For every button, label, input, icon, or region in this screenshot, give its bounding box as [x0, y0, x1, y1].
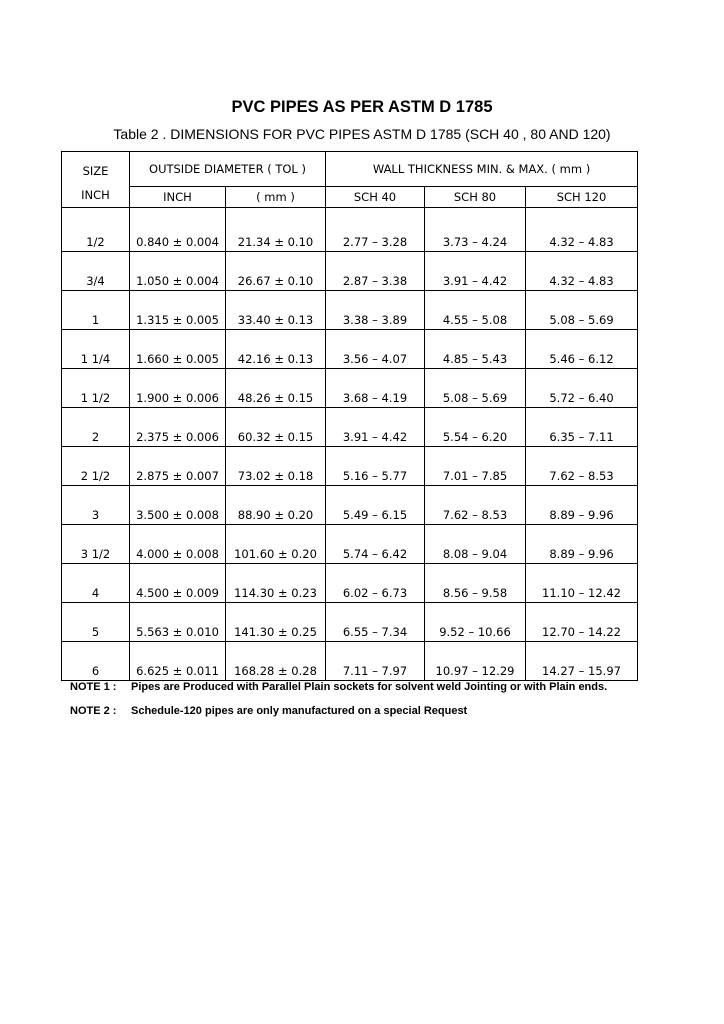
od-mm-cell: 88.90 ± 0.20 [226, 486, 326, 525]
sch120-cell: 7.62 – 8.53 [526, 447, 638, 486]
size-cell: 3 [62, 486, 130, 525]
od-inch-cell: 4.000 ± 0.008 [130, 525, 226, 564]
page-title: PVC PIPES AS PER ASTM D 1785 [231, 98, 493, 116]
sch40-cell: 5.16 – 5.77 [326, 447, 425, 486]
sch40-header: SCH 40 [326, 187, 425, 208]
pipe-dimensions-table [61, 151, 638, 681]
sch120-cell: 5.46 – 6.12 [526, 330, 638, 369]
table-row [62, 603, 638, 642]
sch40-cell: 3.38 – 3.89 [326, 291, 425, 330]
table-row [62, 525, 638, 564]
sch80-cell: 7.62 – 8.53 [425, 486, 526, 525]
od-mm-cell: 21.34 ± 0.10 [226, 208, 326, 252]
sch40-cell: 3.68 – 4.19 [326, 369, 425, 408]
header-row-top [62, 152, 638, 187]
notes-section [70, 680, 650, 728]
size-cell: 2 1/2 [62, 447, 130, 486]
sch120-cell: 4.32 – 4.83 [526, 208, 638, 252]
note-2-text: Schedule-120 pipes are only manufactured on a special Request [131, 705, 468, 717]
size-cell: 3/4 [62, 252, 130, 291]
table-row [62, 408, 638, 447]
table-row [62, 291, 638, 330]
note-1-label: NOTE 1 : [70, 681, 117, 693]
sch120-cell: 11.10 – 12.42 [526, 564, 638, 603]
od-mm-cell: 141.30 ± 0.25 [226, 603, 326, 642]
sch40-cell: 2.77 – 3.28 [326, 208, 425, 252]
sch80-cell: 4.85 – 5.43 [425, 330, 526, 369]
size-cell: 1 1/2 [62, 369, 130, 408]
od-inch-cell: 2.875 ± 0.007 [130, 447, 226, 486]
sch120-cell: 12.70 – 14.22 [526, 603, 638, 642]
sch80-cell: 4.55 – 5.08 [425, 291, 526, 330]
table-row [62, 642, 638, 681]
size-column-header [62, 152, 130, 208]
wall-thickness-header: WALL THICKNESS MIN. & MAX. ( mm ) [326, 152, 638, 187]
sch40-cell: 6.55 – 7.34 [326, 603, 425, 642]
od-inch-cell: 1.900 ± 0.006 [130, 369, 226, 408]
table-row [62, 486, 638, 525]
table-caption: Table 2 . DIMENSIONS FOR PVC PIPES ASTM D 1785 (SCH 40 , 80 AND 120) [113, 126, 611, 142]
sch80-cell: 7.01 – 7.85 [425, 447, 526, 486]
sch80-header: SCH 80 [425, 187, 526, 208]
sch40-cell: 3.91 – 4.42 [326, 408, 425, 447]
od-mm-cell: 42.16 ± 0.13 [226, 330, 326, 369]
sch40-cell: 6.02 – 6.73 [326, 564, 425, 603]
od-inch-cell: 3.500 ± 0.008 [130, 486, 226, 525]
od-inch-cell: 1.315 ± 0.005 [130, 291, 226, 330]
sch80-cell: 3.91 – 4.42 [425, 252, 526, 291]
od-mm-cell: 48.26 ± 0.15 [226, 369, 326, 408]
size-cell: 3 1/2 [62, 525, 130, 564]
od-mm-cell: 33.40 ± 0.13 [226, 291, 326, 330]
size-header-line1: SIZE [82, 164, 109, 178]
size-cell: 1 1/4 [62, 330, 130, 369]
size-cell: 1 [62, 291, 130, 330]
table-row [62, 330, 638, 369]
sch80-cell: 3.73 – 4.24 [425, 208, 526, 252]
sch120-cell: 8.89 – 9.96 [526, 486, 638, 525]
size-cell: 4 [62, 564, 130, 603]
od-mm-cell: 73.02 ± 0.18 [226, 447, 326, 486]
sch80-cell: 8.56 – 9.58 [425, 564, 526, 603]
sch40-cell: 2.87 – 3.38 [326, 252, 425, 291]
table-row [62, 564, 638, 603]
size-header-line2: INCH [81, 188, 110, 202]
od-inch-cell: 5.563 ± 0.010 [130, 603, 226, 642]
od-mm-cell: 60.32 ± 0.15 [226, 408, 326, 447]
od-mm-header: ( mm ) [226, 187, 326, 208]
size-cell: 5 [62, 603, 130, 642]
sch80-cell: 10.97 – 12.29 [425, 642, 526, 681]
sch40-cell: 3.56 – 4.07 [326, 330, 425, 369]
od-mm-cell: 168.28 ± 0.28 [226, 642, 326, 681]
sch80-cell: 5.54 – 6.20 [425, 408, 526, 447]
table-row [62, 208, 638, 252]
sch80-cell: 5.08 – 5.69 [425, 369, 526, 408]
sch40-cell: 7.11 – 7.97 [326, 642, 425, 681]
sch80-cell: 9.52 – 10.66 [425, 603, 526, 642]
sch40-cell: 5.74 – 6.42 [326, 525, 425, 564]
header-row-sub [62, 187, 638, 208]
note-1-text: Pipes are Produced with Parallel Plain sockets for solvent weld Jointing or with Plain ends. [131, 681, 608, 693]
od-inch-cell: 2.375 ± 0.006 [130, 408, 226, 447]
od-mm-cell: 101.60 ± 0.20 [226, 525, 326, 564]
note-2 [70, 704, 650, 719]
sch40-cell: 5.49 – 6.15 [326, 486, 425, 525]
sch80-cell: 8.08 – 9.04 [425, 525, 526, 564]
sch120-cell: 5.72 – 6.40 [526, 369, 638, 408]
table-row [62, 252, 638, 291]
sch120-cell: 4.32 – 4.83 [526, 252, 638, 291]
sch120-header: SCH 120 [526, 187, 638, 208]
od-inch-cell: 1.660 ± 0.005 [130, 330, 226, 369]
od-inch-cell: 6.625 ± 0.011 [130, 642, 226, 681]
sch120-cell: 6.35 – 7.11 [526, 408, 638, 447]
sch120-cell: 8.89 – 9.96 [526, 525, 638, 564]
od-inch-cell: 0.840 ± 0.004 [130, 208, 226, 252]
note-2-label: NOTE 2 : [70, 705, 117, 717]
sch120-cell: 5.08 – 5.69 [526, 291, 638, 330]
note-1 [70, 680, 650, 695]
od-inch-header: INCH [130, 187, 226, 208]
sch120-cell: 14.27 – 15.97 [526, 642, 638, 681]
size-cell: 6 [62, 642, 130, 681]
outside-diameter-header: OUTSIDE DIAMETER ( TOL ) [130, 152, 326, 187]
size-cell: 1/2 [62, 208, 130, 252]
size-cell: 2 [62, 408, 130, 447]
od-mm-cell: 114.30 ± 0.23 [226, 564, 326, 603]
od-mm-cell: 26.67 ± 0.10 [226, 252, 326, 291]
od-inch-cell: 4.500 ± 0.009 [130, 564, 226, 603]
table-row [62, 369, 638, 408]
od-inch-cell: 1.050 ± 0.004 [130, 252, 226, 291]
table-row [62, 447, 638, 486]
